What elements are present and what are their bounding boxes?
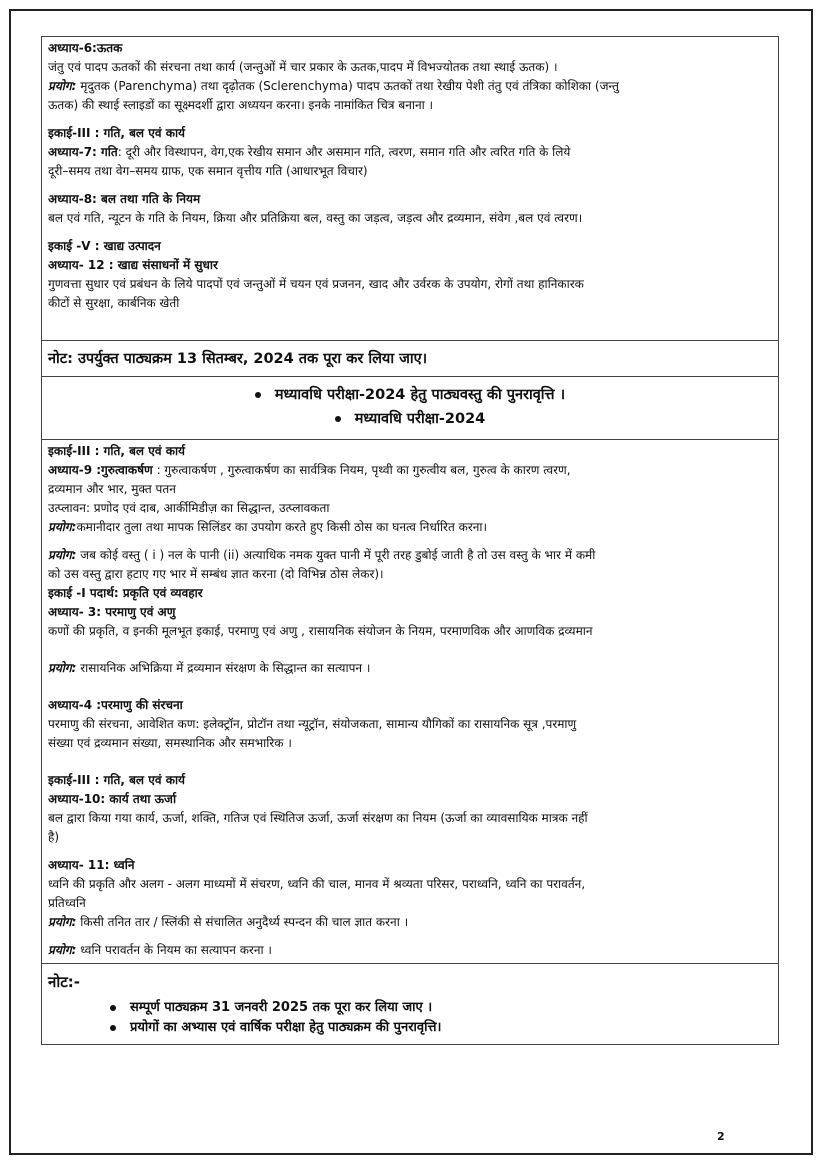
chapter-7-text: : दूरी और विस्थापन, वेग,एक रेखीय समान और असमान गति, त्वरण, समान गति और त्वरित गति के लिये <box>117 145 571 159</box>
unit-3-title: इकाई-III : गति, बल एवं कार्य <box>48 444 186 458</box>
bullet-icon <box>335 416 341 422</box>
prayog-label: प्रयोग: <box>48 915 77 929</box>
unit-3-title-repeat: इकाई-III : गति, बल एवं कार्य <box>48 773 186 787</box>
chapter-12-line1: गुणवत्ता सुधार एवं प्रबंधन के लिये पादपों एवं जन्तुओं में चयन एवं प्रजनन, खाद और उर्वरक के उपयोग, रोगों तथा हानिकारक <box>48 277 584 291</box>
midterm-line-1 <box>48 383 772 407</box>
list-item <box>110 998 772 1018</box>
midterm-exam-text: मध्यावधि परीक्षा-2024 <box>354 411 486 427</box>
note-completion-date: नोट: उपर्युक्त पाठ्यक्रम 13 सितम्बर, 2024 तक पूरा कर लिया जाए। <box>42 340 778 376</box>
final-note <box>42 963 778 1044</box>
prayog-text: किसी तनित तार / स्लिंकी से संचालित अनुदैर्ध्य स्पन्दन की चाल ज्ञात करना । <box>76 915 409 929</box>
final-note-title: नोट:- <box>48 973 80 991</box>
chapter-9-line3: उत्प्लावन: प्रणोद एवं दाब, आर्कीमिडीज़ का सिद्धान्त, उत्प्लावकता <box>48 501 330 515</box>
chapter-8-text: बल एवं गति, न्यूटन के गति के नियम, क्रिया और प्रतिक्रिया बल, वस्तु का जड़त्व, जड़त्व और द्रव्यमान, संवेग ,बल एवं त्वरण। <box>48 211 583 225</box>
chapter-9-prayog-2 <box>48 546 772 565</box>
prayog-text: जब कोई वस्तु ( i ) नल के पानी (ii) अत्याधिक नमक युक्त पानी में पूरी तरह डुबोई जाती है तो उस वस्तु के भार में कमी <box>76 548 596 562</box>
prayog-text: ध्वनि परावर्तन के नियम का सत्यापन करना । <box>76 943 272 957</box>
chapter-3-title: अध्याय- 3: परमाणु एवं अणु <box>48 605 176 619</box>
list-item-text: प्रयोगों का अभ्यास एवं वार्षिक परीक्षा हेतु पाठ्यक्रम की पुनरावृत्ति। <box>130 1020 442 1035</box>
prayog-text: कमानीदार तुला तथा मापक सिलिंडर का उपयोग करते हुए किसी ठोस का घनत्व निर्धारित करना। <box>76 520 488 534</box>
prayog-label: प्रयोग: <box>48 548 77 562</box>
chapter-9-prayog-1 <box>48 518 772 537</box>
chapter-9-line2: द्रव्यमान और भार, मुक्त पतन <box>48 482 176 496</box>
chapter-7-line2: दूरी–समय तथा वेग–समय ग्राफ, एक समान वृत्तीय गति (आधारभूत विचार) <box>48 164 368 178</box>
list-item-text: सम्पूर्ण पाठ्यक्रम 31 जनवरी 2025 तक पूरा कर लिया जाए । <box>130 1000 433 1015</box>
chapter-10-line1: बल द्वारा किया गया कार्य, ऊर्जा, शक्ति, गतिज एवं स्थितिज ऊर्जा, ऊर्जा संरक्षण का नियम (ऊर्जा का व्यावसायिक मात्रक नहीं <box>48 811 588 825</box>
bullet-icon <box>255 392 261 398</box>
chapter-11-line2: प्रतिध्वनि <box>48 896 86 910</box>
chapter-3-text: कणों की प्रकृति, व इनकी मूलभूत इकाई, परमाणु एवं अणु , रासायनिक संयोजन के नियम, परमाणविक और आणविक द्रव्यमान <box>48 624 593 638</box>
section-1 <box>42 37 778 340</box>
chapter-3-prayog <box>48 659 772 678</box>
unit-3-title: इकाई-III : गति, बल एवं कार्य <box>48 126 186 140</box>
chapter-6-text: जंतु एवं पादप ऊतकों की संरचना तथा कार्य (जन्तुओं में चार प्रकार के ऊतक,पादप में विभज्योतक तथा स्थाई ऊतक) । <box>48 60 558 74</box>
chapter-11-prayog-2 <box>48 941 772 960</box>
page-number: 2 <box>717 1130 725 1143</box>
chapter-12-line2: कीटों से सुरक्षा, कार्बनिक खेती <box>48 296 180 310</box>
chapter-10-line2: है) <box>48 830 60 844</box>
chapter-6-title: अध्याय-6:ऊतक <box>48 41 123 55</box>
chapter-9-text: : गुरुत्वाकर्षण , गुरुत्वाकर्षण का सार्वत्रिक नियम, पृथ्वी का गुरुत्वीय बल, गुरुत्व के कारण त्वरण, <box>152 463 571 477</box>
bullet-icon <box>110 1025 116 1031</box>
midterm-line-2 <box>48 407 772 431</box>
chapter-6-prayog-line2: ऊतक) की स्थाई स्लाइडों का सूक्ष्मदर्शी द्वारा अध्ययन करना। इनके नामांकित चित्र बनाना । <box>48 98 434 112</box>
chapter-7-label: अध्याय-7: गति <box>48 145 118 159</box>
unit-5-title: इकाई -V : खाद्य उत्पादन <box>48 239 161 253</box>
chapter-9-prayog-2-line2: को उस वस्तु द्वारा हटाए गए भार में सम्बंध ज्ञात करना (दो विभिन्न ठोस लेकर)। <box>48 567 384 581</box>
chapter-4-line2: संख्या एवं द्रव्यमान संख्या, समस्थानिक और समभारिक । <box>48 736 292 750</box>
chapter-10-title: अध्याय-10: कार्य तथा ऊर्जा <box>48 792 177 806</box>
prayog-text: मृदुतक (Parenchyma) तथा दृढ़ोतक (Sclerenchyma) पादप ऊतकों तथा रेखीय पेशी तंतु एवं तंत्रिका कोशिका (जन्तु <box>76 79 620 93</box>
chapter-9-title: अध्याय-9 :गुरुत्वाकर्षण <box>48 463 153 477</box>
midterm-revision-text: मध्यावधि परीक्षा-2024 हेतु पाठ्यवस्तु की पुनरावृत्ति । <box>274 387 566 403</box>
chapter-8-title: अध्याय-8: बल तथा गति के नियम <box>48 192 201 206</box>
final-note-list <box>48 998 772 1038</box>
prayog-label: प्रयोग: <box>48 661 77 675</box>
chapter-12-title: अध्याय- 12 : खाद्य संसाधनों में सुधार <box>48 258 218 272</box>
prayog-label: प्रयोग: <box>48 79 77 93</box>
bullet-icon <box>110 1005 116 1011</box>
chapter-11-title: अध्याय- 11: ध्वनि <box>48 858 135 872</box>
section-2 <box>42 439 778 963</box>
chapter-11-line1: ध्वनि की प्रकृति और अलग - अलग माध्यमों में संचरण, ध्वनि की चाल, मानव में श्रव्यता परिसर, पराध्वनि, ध्वनि का परावर्तन, <box>48 877 586 891</box>
prayog-text: रासायनिक अभिक्रिया में द्रव्यमान संरक्षण के सिद्धान्त का सत्यापन । <box>76 661 371 675</box>
chapter-9-line1 <box>48 461 772 480</box>
prayog-label: प्रयोग: <box>48 943 77 957</box>
midterm-block <box>42 376 778 439</box>
prayog-label: प्रयोग: <box>48 520 77 534</box>
syllabus-table <box>41 36 779 1045</box>
chapter-6-prayog <box>48 77 772 96</box>
chapter-4-line1: परमाणु की संरचना, आवेशित कण: इलेक्ट्रॉन, प्रोटॉन तथा न्यूट्रॉन, संयोजकता, सामान्य यौगिकों का रासायनिक सूत्र ,परमाणु <box>48 717 577 731</box>
list-item <box>110 1018 772 1038</box>
chapter-11-prayog-1 <box>48 913 772 932</box>
chapter-7-line1 <box>48 143 772 162</box>
chapter-4-title: अध्याय-4 :परमाणु की संरचना <box>48 698 183 712</box>
unit-1-title: इकाई -I पदार्थ: प्रकृति एवं व्यवहार <box>48 586 203 600</box>
